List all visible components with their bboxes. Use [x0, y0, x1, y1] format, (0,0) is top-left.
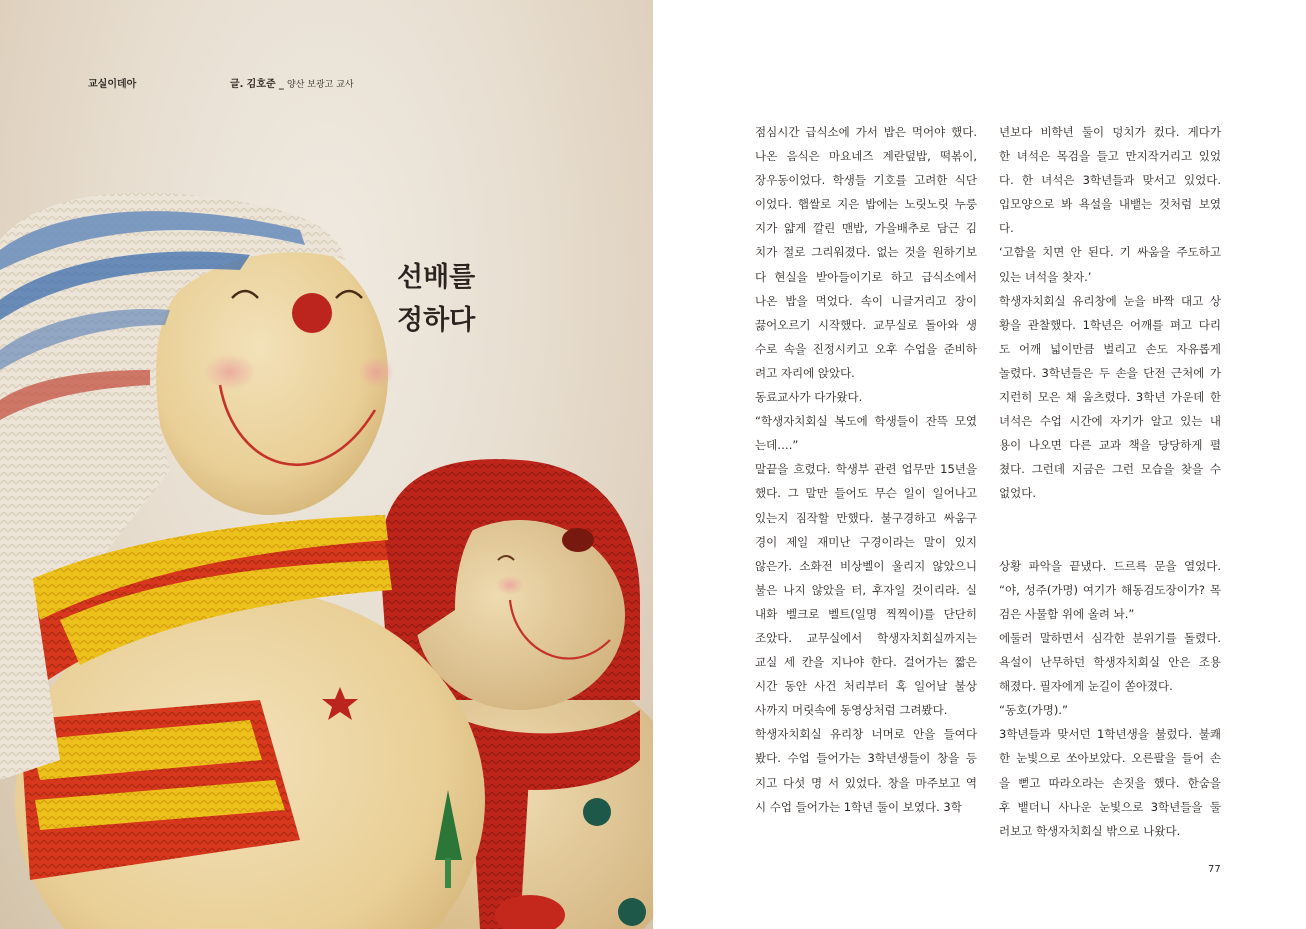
text-line: 조았다. 교무실에서 학생자치회실까지는 — [755, 630, 977, 645]
text-line: 점심시간 급식소에 가서 밥은 먹어야 했다. — [755, 125, 977, 139]
text-line: 려고 자리에 앉았다. — [755, 365, 855, 380]
title-line-1: 선배를 — [397, 262, 476, 293]
text-line: 검은 사물함 위에 올려 놔.” — [999, 606, 1135, 621]
text-line: “학생자치회실 복도에 학생들이 잔뜩 모였 — [755, 414, 977, 429]
text-page — [653, 0, 1306, 929]
byline-separator: _ — [278, 79, 284, 90]
text-line: 시간 동안 사건 처리부터 혹 일어날 불상 — [755, 679, 977, 694]
text-line: ‘고함을 치면 안 된다. 기 싸움을 주도하고 — [999, 245, 1221, 260]
text-line: 한 녀석은 목검을 들고 만지작거리고 있었 — [999, 149, 1221, 164]
text-line: 다. 한 녀석은 3학년들과 맞서고 있었다. — [999, 173, 1221, 188]
text-line: 상황 파악을 끝냈다. 드르륵 문을 열었다. — [999, 558, 1221, 573]
article-column-1 — [755, 120, 977, 819]
byline — [230, 75, 354, 90]
text-line: 수로 속을 진정시키고 오후 수업을 준비하 — [755, 341, 977, 356]
text-line: “동호(가명).” — [999, 703, 1068, 718]
section-label: 교실이데아 — [88, 79, 137, 90]
text-line: 봤다. 수업 들어가는 3학년생들이 창을 등 — [755, 751, 977, 766]
text-line: 욕설이 난무하던 학생자치회실 안은 조용 — [999, 655, 1221, 670]
text-line: 다 현실을 받아들이기로 하고 급식소에서 — [755, 269, 977, 284]
text-line: 있는지 짐작할 만했다. 불구경하고 싸움구 — [755, 510, 977, 525]
text-line: 경이 제일 재미난 구경이라는 말이 있지 — [755, 534, 977, 549]
text-line: 치가 절로 그리워졌다. 없는 것을 원하기보 — [755, 245, 977, 260]
author-affiliation: 양산 보광고 교사 — [287, 80, 354, 90]
text-line: 말끝을 흐렸다. 학생부 관련 업무만 15년을 — [755, 462, 977, 477]
article-column-2 — [999, 120, 1221, 843]
paragraph-gap — [999, 506, 1221, 530]
text-line: 쳤다. 그런데 지금은 그런 모습을 찾을 수 — [999, 462, 1221, 477]
text-line: 용이 나오면 다른 교과 책을 당당하게 펼 — [999, 438, 1221, 453]
text-line: 러보고 학생자치회실 밖으로 나왔다. — [999, 823, 1181, 838]
text-line: 도 어깨 넓이만큼 벌리고 손도 자유롭게 — [999, 341, 1221, 356]
text-line: 끓어오르기 시작했다. 교무실로 돌아와 생 — [755, 317, 977, 332]
text-line: 학생자치회실 유리창 너머로 안을 들여다 — [755, 727, 977, 742]
text-line: 없었다. — [999, 486, 1036, 501]
text-line: 했다. 그 말만 들어도 무슨 일이 일어나고 — [755, 486, 977, 501]
text-line: 녀석은 수업 시간에 자기가 알고 있는 내 — [999, 414, 1221, 429]
text-line: 입모양으로 봐 욕설을 내뱉는 것처럼 보였 — [999, 197, 1221, 212]
author-name: 김호준 — [246, 79, 276, 90]
text-line: 다. — [999, 221, 1014, 236]
text-line: 나온 밥을 먹었다. 속이 니글거리고 장이 — [755, 293, 977, 308]
text-line: 장우동이었다. 학생들 기호를 고려한 식단 — [755, 173, 977, 188]
text-line: 후 뱉더니 사나운 눈빛으로 3학년들을 둘 — [999, 799, 1221, 814]
text-line: 않은가. 소화전 비상벨이 울리지 않았으니 — [755, 558, 977, 573]
article-title — [397, 256, 475, 342]
text-line: 사까지 머릿속에 동영상처럼 그려봤다. — [755, 703, 948, 718]
text-line: “야, 성주(가명) 여기가 해동검도장이가? 목 — [999, 582, 1221, 597]
text-line: 동료교사가 다가왔다. — [755, 390, 863, 405]
text-line: 3학년들과 맞서던 1학년생을 불렀다. 불쾌 — [999, 727, 1221, 742]
text-line: 는데….” — [755, 438, 799, 453]
text-line: 한 눈빛으로 쏘아보았다. 오른팔을 들어 손 — [999, 751, 1221, 766]
text-line: 지런히 모은 채 움츠렸다. 3학년 가운데 한 — [999, 390, 1221, 405]
text-line: 이었다. 햅쌀로 지은 밥에는 노릿노릿 누룽 — [755, 197, 977, 212]
text-line: 불은 나지 않았을 터, 후자일 것이리라. 실 — [755, 582, 977, 597]
text-line: 시 수업 들어가는 1학년 둘이 보였다. 3학 — [755, 799, 962, 814]
text-line: 나온 음식은 마요네즈 계란덮밥, 떡볶이, — [755, 149, 977, 164]
page-number: 77 — [1208, 864, 1221, 875]
text-line: 교실 세 칸을 지나야 한다. 걸어가는 짧은 — [755, 655, 977, 670]
text-line: 을 뻗고 따라오라는 손짓을 했다. 한숨을 — [999, 775, 1221, 790]
text-line: 에둘러 말하면서 심각한 분위기를 돌렸다. — [999, 630, 1221, 645]
text-line: 지고 다섯 명 서 있었다. 창을 마주보고 역 — [755, 775, 977, 790]
text-line: 있는 녀석을 찾자.’ — [999, 269, 1092, 284]
text-line: 놀렸다. 3학년들은 두 손을 단전 근처에 가 — [999, 365, 1221, 380]
text-line: 학생자치회실 유리창에 눈을 바짝 대고 상 — [999, 293, 1221, 308]
byline-prefix: 글. — [230, 79, 244, 90]
text-line: 년보다 비학년 둘이 덩치가 컸다. 게다가 — [999, 125, 1221, 139]
text-line: 황을 관찰했다. 1학년은 어깨를 펴고 다리 — [999, 317, 1221, 332]
paragraph-gap — [999, 530, 1221, 554]
text-line: 해졌다. 필자에게 눈길이 쏟아졌다. — [999, 679, 1173, 694]
title-line-2: 정하다 — [397, 305, 476, 336]
text-line: 지가 얇게 깔린 맨밥, 가을배추로 담근 김 — [755, 221, 977, 236]
text-line: 내화 벨크로 벨트(일명 찍찍이)를 단단히 — [755, 606, 977, 621]
